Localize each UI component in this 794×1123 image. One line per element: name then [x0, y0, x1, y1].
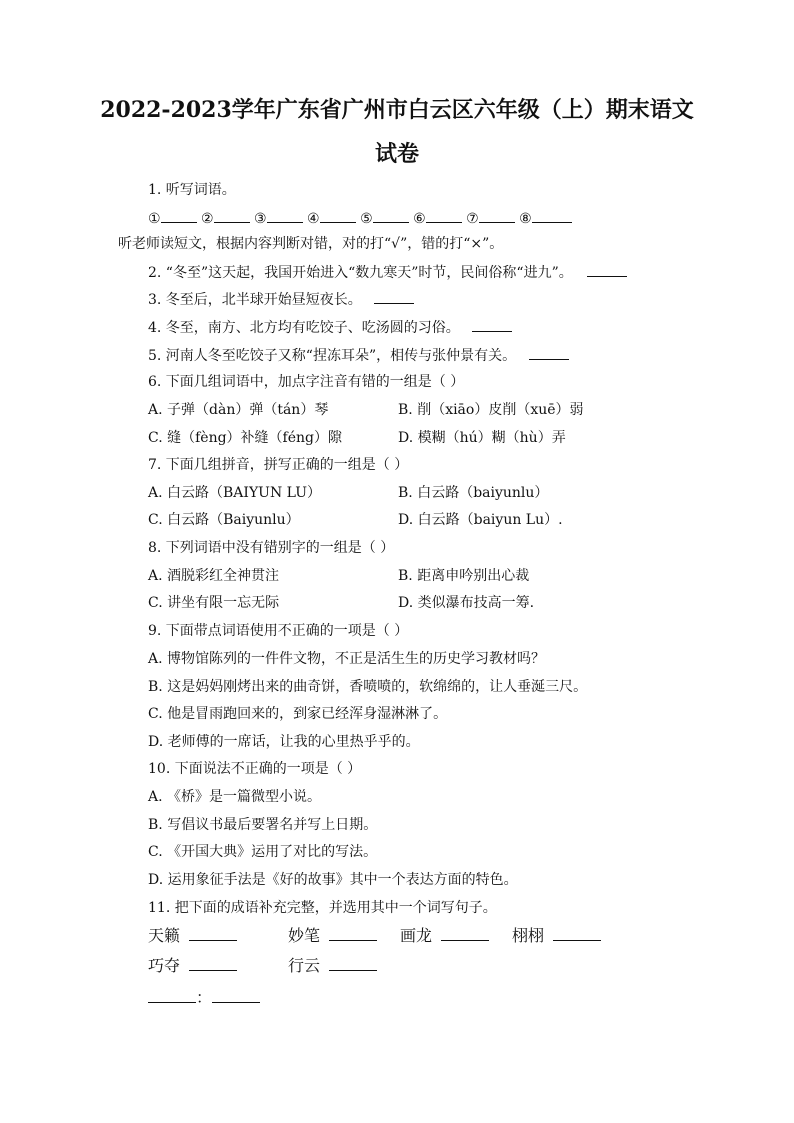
question-2-text: 2. “冬至”这天起，我国开始进入“数九寒天”时节，民间俗称“进九”。: [148, 265, 573, 281]
q8-option-c[interactable]: C. 讲坐有限一忘无际: [148, 595, 280, 611]
blank-mark-2: ②: [201, 211, 214, 227]
exam-title-line1: 2022-2023学年广东省广州市白云区六年级（上）期末语文: [100, 97, 694, 123]
q9-option-d[interactable]: D. 老师傅的一席话，让我的心里热乎乎的。: [148, 734, 420, 750]
idiom-4-blank[interactable]: [553, 926, 601, 941]
q9-option-a[interactable]: A. 博物馆陈列的一件件文物，不正是活生生的历史学习教材吗？: [148, 651, 546, 667]
question-5: [148, 345, 569, 366]
q9-option-b[interactable]: B. 这是妈妈刚烤出来的曲奇饼，香喷喷的，软绵绵的，让人垂涎三尺。: [148, 679, 588, 695]
idiom-6-word: 行云: [288, 956, 321, 975]
q9-option-c[interactable]: C. 他是冒雨跑回来的，到家已经浑身湿淋淋了。: [148, 706, 448, 722]
idiom-2: [288, 926, 377, 946]
q7-option-d[interactable]: D. 白云路（baiyun Lu）.: [398, 512, 563, 528]
q8-option-d[interactable]: D. 类似瀑布技高一筹.: [398, 595, 535, 611]
blank-line-1[interactable]: [161, 208, 197, 223]
answer-blank-3[interactable]: [374, 289, 414, 304]
question-6: 6. 下面几组词语中，加点字注音有错的一组是（ ）: [148, 374, 465, 390]
q7-option-a[interactable]: A. 白云路（BAIYUN LU）: [148, 485, 322, 501]
q10-option-d[interactable]: D. 运用象征手法是《好的故事》其中一个表达方面的特色。: [148, 872, 518, 888]
q6-option-a[interactable]: A. 子弹（dàn）弹（tán）琴: [148, 402, 329, 418]
q7-option-c[interactable]: C. 白云路（Baiyunlu）: [148, 512, 300, 528]
idiom-1-word: 天籁: [148, 926, 181, 945]
idiom-5: [148, 956, 237, 976]
q10-option-b[interactable]: B. 写倡议书最后要署名并写上日期。: [148, 817, 378, 833]
idiom-6: [288, 956, 377, 976]
blank-line-7[interactable]: [479, 208, 515, 223]
q6-option-c[interactable]: C. 缝（fèng）补缝（féng）隙: [148, 430, 343, 446]
q8-option-a[interactable]: A. 酒脱彩红全神贯注: [148, 568, 280, 584]
blank-line-2[interactable]: [214, 208, 250, 223]
idiom-5-blank[interactable]: [189, 956, 237, 971]
idiom-1-blank[interactable]: [189, 926, 237, 941]
answer-colon: ：: [196, 988, 213, 1007]
blank-line-8[interactable]: [532, 208, 572, 223]
q6-option-d[interactable]: D. 模糊（hú）糊（hù）弄: [398, 430, 566, 446]
answer-blank-4[interactable]: [472, 317, 512, 332]
question-7: 7. 下面几组拼音，拼写正确的一组是（ ）: [148, 457, 409, 473]
question-5-text: 5. 河南人冬至吃饺子又称“捏冻耳朵”，相传与张仲景有关。: [148, 348, 517, 364]
idiom-3-word: 画龙: [400, 926, 433, 945]
blank-mark-1: ①: [148, 211, 161, 227]
q10-option-a[interactable]: A. 《桥》是一篇微型小说。: [148, 789, 322, 805]
idiom-3-blank[interactable]: [441, 926, 489, 941]
blank-mark-6: ⑥: [413, 211, 426, 227]
idiom-4: [512, 926, 601, 946]
question-1: 1. 听写词语。: [148, 182, 236, 198]
blank-mark-3: ③: [254, 211, 267, 227]
question-3: [148, 289, 414, 310]
question-4: [148, 317, 512, 338]
listening-instructions: 听老师读短文，根据内容判断对错，对的打“√”，错的打“×”。: [118, 236, 504, 252]
idiom-3: [400, 926, 489, 946]
idiom-4-word: 栩栩: [512, 926, 545, 945]
q8-option-b[interactable]: B. 距离申吟别出心裁: [398, 568, 530, 584]
blank-line-4[interactable]: [320, 208, 356, 223]
blank-mark-8: ⑧: [519, 211, 532, 227]
idiom-5-word: 巧夺: [148, 956, 181, 975]
answer-blank-5[interactable]: [529, 345, 569, 360]
exam-title-line2: 试卷: [374, 141, 419, 167]
question-11: 11. 把下面的成语补充完整，并选用其中一个词写句子。: [148, 900, 497, 916]
answer-blank-2[interactable]: [587, 262, 627, 277]
question-3-text: 3. 冬至后，北半球开始昼短夜长。: [148, 292, 362, 308]
chosen-idiom-blank[interactable]: [148, 988, 196, 1003]
idiom-2-blank[interactable]: [329, 926, 377, 941]
question-10: 10. 下面说法不正确的一项是（ ）: [148, 761, 362, 777]
sentence-answer: [148, 988, 260, 1008]
blank-line-6[interactable]: [426, 208, 462, 223]
blank-mark-5: ⑤: [360, 211, 373, 227]
idiom-6-blank[interactable]: [329, 956, 377, 971]
q10-option-c[interactable]: C. 《开国大典》运用了对比的写法。: [148, 844, 378, 860]
question-2: [148, 262, 627, 283]
question-8: 8. 下列词语中没有错别字的一组是（ ）: [148, 540, 395, 556]
blank-mark-4: ④: [307, 211, 320, 227]
blank-line-3[interactable]: [267, 208, 303, 223]
question-4-text: 4. 冬至，南方、北方均有吃饺子、吃汤圆的习俗。: [148, 320, 460, 336]
blank-line-5[interactable]: [373, 208, 409, 223]
idiom-2-word: 妙笔: [288, 926, 321, 945]
dictation-blanks: [148, 208, 572, 229]
q7-option-b[interactable]: B. 白云路（baiyunlu）: [398, 485, 549, 501]
sentence-blank[interactable]: [212, 988, 260, 1003]
blank-mark-7: ⑦: [466, 211, 479, 227]
q6-option-b[interactable]: B. 削（xiāo）皮削（xuē）弱: [398, 402, 584, 418]
question-9: 9. 下面带点词语使用不正确的一项是（ ）: [148, 623, 409, 639]
idiom-1: [148, 926, 237, 946]
